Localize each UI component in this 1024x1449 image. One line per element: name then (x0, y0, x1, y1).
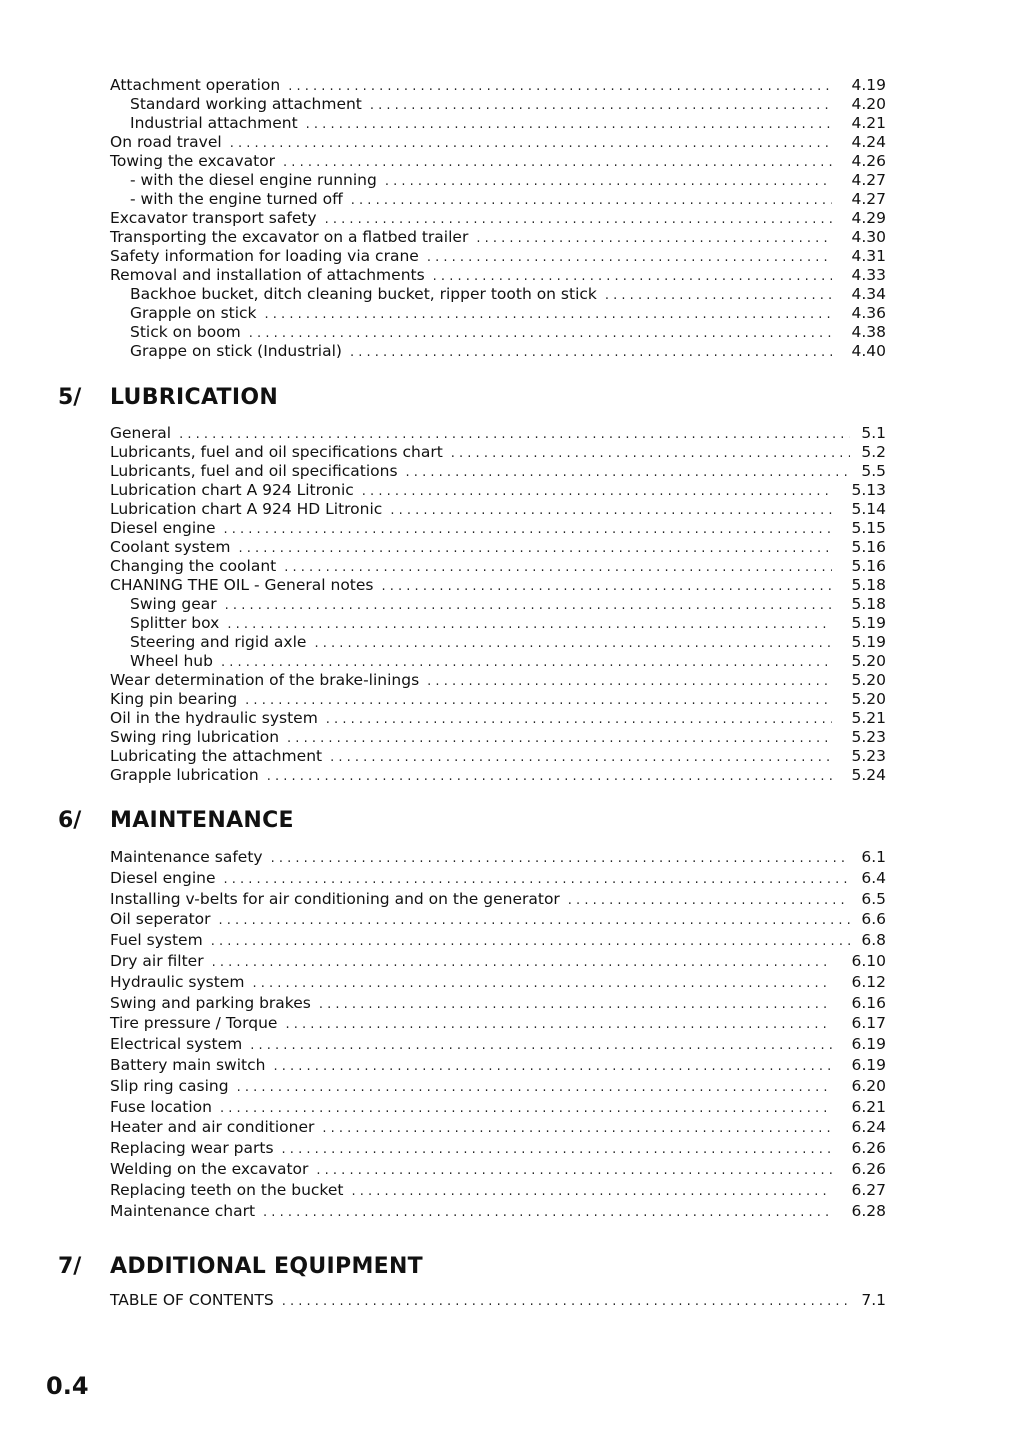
toc-entry-title: Slip ring casing (110, 1076, 229, 1095)
toc-entry-title: King pin bearing (110, 690, 238, 708)
toc-entry-title: Diesel engine (110, 519, 216, 537)
dot-leader (212, 953, 832, 972)
toc-entry-page: 6.17 (851, 1014, 886, 1033)
toc-entry-title: Standard working attachment (130, 95, 362, 113)
dot-leader (265, 305, 832, 324)
toc-entry[interactable] (110, 209, 886, 228)
toc-entry-title: Maintenance safety (110, 848, 263, 866)
toc-entry[interactable] (130, 95, 886, 114)
dot-leader (451, 444, 850, 463)
dot-leader (220, 1099, 832, 1118)
toc-entry[interactable] (110, 709, 886, 728)
toc-entry[interactable] (130, 190, 886, 209)
toc-entry-title: Lubrication chart A 924 HD Litronic (110, 500, 383, 518)
toc-entry-page: 5.18 (851, 576, 886, 594)
toc-entry[interactable] (110, 690, 886, 709)
toc-entry[interactable] (110, 1076, 886, 1097)
toc-entry-page: 5.13 (851, 481, 886, 499)
toc-entry-title: Grapple on stick (130, 304, 257, 322)
toc-entry[interactable] (110, 1201, 886, 1222)
toc-entry-page: 4.31 (851, 247, 886, 265)
dot-leader (568, 891, 850, 910)
dot-leader (330, 748, 832, 767)
toc-entry-title: Wheel hub (130, 652, 213, 670)
toc-entry-page: 6.19 (851, 1035, 886, 1054)
toc-entry[interactable] (130, 595, 886, 614)
toc-entry[interactable] (110, 889, 886, 910)
toc-entry-title: Safety information for loading via crane (110, 247, 419, 265)
toc-entry-title: Battery main switch (110, 1055, 266, 1074)
dot-leader (219, 911, 850, 930)
toc-entry[interactable] (110, 671, 886, 690)
toc-entry[interactable] (110, 951, 886, 972)
toc-entry[interactable] (110, 909, 886, 930)
toc-entry-title: Installing v-belts for air conditioning and on the generator (110, 889, 560, 908)
toc-entry-page: 5.19 (851, 614, 886, 632)
toc-entry-title: TABLE OF CONTENTS (110, 1291, 274, 1309)
dot-leader (370, 96, 832, 115)
dot-leader (237, 1078, 832, 1097)
toc-entry-page: 5.1 (861, 424, 886, 442)
toc-entry-page: 4.36 (851, 304, 886, 322)
toc-entry[interactable] (130, 171, 886, 190)
toc-entry[interactable] (110, 1013, 886, 1034)
toc-entry[interactable] (110, 247, 886, 266)
toc-entry-page: 5.24 (851, 766, 886, 784)
section-number: 7/ (58, 1254, 82, 1279)
toc-entry-page: 6.8 (861, 931, 886, 950)
toc-entry[interactable] (110, 766, 886, 785)
dot-leader (326, 710, 832, 729)
toc-entry[interactable] (130, 614, 886, 633)
toc-entry[interactable] (130, 304, 886, 323)
toc-entry-title: Electrical system (110, 1035, 243, 1054)
dot-leader (385, 172, 832, 191)
toc-entry[interactable] (130, 323, 886, 342)
toc-entry-title: Grapple lubrication (110, 766, 259, 784)
toc-entry-page: 5.20 (851, 690, 886, 708)
toc-entry-title: - with the engine turned off (130, 190, 343, 208)
toc-entry[interactable] (110, 1291, 886, 1310)
toc-entry[interactable] (110, 930, 886, 951)
section-5-heading (0, 385, 1024, 415)
toc-entry-title: Swing and parking brakes (110, 993, 311, 1012)
toc-entry-page: 6.27 (851, 1180, 886, 1199)
dot-leader (267, 767, 832, 786)
dot-leader (322, 1119, 832, 1138)
toc-entry-title: Fuel system (110, 931, 203, 950)
dot-leader (314, 634, 832, 653)
dot-leader (306, 115, 832, 134)
toc-entry-title: Transporting the excavator on a flatbed trailer (110, 228, 469, 246)
toc-section-6-entries (0, 847, 1024, 1221)
toc-entry[interactable] (110, 519, 886, 538)
toc-entry-page: 6.1 (861, 848, 886, 866)
toc-entry-title: CHANING THE OIL - General notes (110, 576, 374, 594)
dot-leader (284, 558, 832, 577)
toc-entry[interactable] (110, 76, 886, 95)
dot-leader (406, 463, 850, 482)
section-title: ADDITIONAL EQUIPMENT (110, 1254, 423, 1279)
toc-entry-title: Lubricants, fuel and oil specifications (110, 462, 398, 480)
dot-leader (211, 932, 850, 951)
toc-entry-page: 6.4 (861, 868, 886, 887)
dot-leader (224, 520, 833, 539)
toc-entry[interactable] (110, 747, 886, 766)
section-number: 5/ (58, 385, 82, 410)
toc-entry-page: 7.1 (861, 1291, 886, 1309)
toc-entry-title: Heater and air conditioner (110, 1118, 315, 1137)
toc-entry-page: 5.15 (851, 519, 886, 537)
toc-section-4-entries (0, 76, 1024, 361)
dot-leader (433, 267, 832, 286)
toc-entry[interactable] (110, 152, 886, 171)
toc-entry-page: 5.23 (851, 728, 886, 746)
toc-entry[interactable] (110, 133, 886, 152)
toc-entry[interactable] (110, 538, 886, 557)
dot-leader (316, 1161, 832, 1180)
dot-leader (427, 672, 832, 691)
toc-entry-title: Swing ring lubrication (110, 728, 280, 746)
toc-entry-page: 6.26 (851, 1139, 886, 1158)
toc-entry-page: 4.33 (851, 266, 886, 284)
toc-entry-page: 5.20 (851, 671, 886, 689)
dot-leader (238, 539, 832, 558)
toc-entry-page: 5.23 (851, 747, 886, 765)
dot-leader (224, 870, 851, 889)
toc-entry-title: Lubrication chart A 924 Litronic (110, 481, 354, 499)
dot-leader (351, 1182, 832, 1201)
toc-entry-page: 5.18 (851, 595, 886, 613)
dot-leader (319, 995, 832, 1014)
toc-entry-page: 4.20 (851, 95, 886, 113)
section-7-heading (0, 1254, 1024, 1284)
toc-entry-page: 4.27 (851, 190, 886, 208)
toc-entry[interactable] (110, 1097, 886, 1118)
toc-entry-title: Lubricating the attachment (110, 747, 323, 765)
toc-entry-title: Backhoe bucket, ditch cleaning bucket, ripper tooth on stick (130, 285, 597, 303)
dot-leader (230, 134, 832, 153)
toc-entry[interactable] (110, 847, 886, 868)
section-title: LUBRICATION (110, 385, 279, 410)
dot-leader (351, 191, 832, 210)
dot-leader (476, 229, 832, 248)
toc-entry[interactable] (130, 114, 886, 133)
toc-entry-page: 5.16 (851, 538, 886, 556)
toc-entry-title: - with the diesel engine running (130, 171, 377, 189)
toc-entry-page: 4.34 (851, 285, 886, 303)
toc-entry-title: Steering and rigid axle (130, 633, 307, 651)
section-number: 6/ (58, 808, 82, 833)
dot-leader (271, 849, 850, 868)
toc-entry-page: 4.21 (851, 114, 886, 132)
dot-leader (427, 248, 832, 267)
toc-entry[interactable] (110, 500, 886, 519)
toc-entry-title: Fuse location (110, 1097, 212, 1116)
section-title: MAINTENANCE (110, 808, 294, 833)
toc-entry-title: General (110, 424, 172, 442)
toc-entry-title: Hydraulic system (110, 972, 245, 991)
toc-entry[interactable] (110, 228, 886, 247)
toc-entry-title: Removal and installation of attachments (110, 266, 425, 284)
toc-entry-title: Attachment operation (110, 76, 281, 94)
toc-entry[interactable] (130, 285, 886, 304)
toc-entry[interactable] (110, 443, 886, 462)
dot-leader (382, 577, 833, 596)
toc-entry-title: Replacing wear parts (110, 1139, 274, 1158)
dot-leader (221, 653, 832, 672)
toc-entry-title: On road travel (110, 133, 222, 151)
dot-leader (263, 1203, 832, 1222)
toc-entry-title: Grappe on stick (Industrial) (130, 342, 342, 360)
toc-entry[interactable] (110, 576, 886, 595)
toc-entry-title: Excavator transport safety (110, 209, 317, 227)
toc-entry-title: Welding on the excavator (110, 1159, 309, 1178)
toc-entry-page: 6.6 (861, 910, 886, 929)
dot-leader (285, 1015, 832, 1034)
section-6-heading (0, 808, 1024, 838)
toc-entry[interactable] (110, 266, 886, 285)
toc-entry-page: 6.26 (851, 1159, 886, 1178)
toc-entry-title: Stick on boom (130, 323, 241, 341)
dot-leader (282, 1292, 850, 1311)
toc-entry-page: 5.19 (851, 633, 886, 651)
toc-entry[interactable] (110, 557, 886, 576)
toc-entry-page: 4.29 (851, 209, 886, 227)
dot-leader (390, 501, 832, 520)
dot-leader (245, 691, 832, 710)
toc-entry-page: 5.2 (861, 443, 886, 461)
toc-entry[interactable] (110, 868, 886, 889)
page-number: 0.4 (46, 1372, 89, 1400)
toc-entry-title: Tire pressure / Torque (110, 1014, 278, 1033)
toc-entry-page: 4.24 (851, 133, 886, 151)
toc-entry[interactable] (110, 481, 886, 500)
toc-entry-page: 5.16 (851, 557, 886, 575)
dot-leader (179, 425, 850, 444)
dot-leader (225, 596, 832, 615)
toc-entry[interactable] (130, 342, 886, 361)
toc-entry[interactable] (110, 1138, 886, 1159)
toc-entry-page: 6.10 (851, 951, 886, 970)
toc-entry-title: Splitter box (130, 614, 220, 632)
toc-entry-page: 5.5 (861, 462, 886, 480)
dot-leader (250, 1036, 832, 1055)
dot-leader (227, 615, 832, 634)
toc-entry-title: Oil seperator (110, 910, 211, 929)
toc-entry-title: Dry air filter (110, 951, 204, 970)
dot-leader (252, 974, 832, 993)
toc-entry-title: Changing the coolant (110, 557, 277, 575)
toc-entry-page: 4.19 (851, 76, 886, 94)
toc-entry-page: 4.38 (851, 323, 886, 341)
dot-leader (288, 77, 832, 96)
toc-entry-page: 6.21 (851, 1097, 886, 1116)
dot-leader (605, 286, 832, 305)
dot-leader (249, 324, 832, 343)
toc-section-7-entries (0, 1291, 1024, 1310)
toc-entry-title: Diesel engine (110, 868, 216, 887)
toc-entry-title: Industrial attachment (130, 114, 298, 132)
toc-entry-page: 6.5 (861, 889, 886, 908)
toc-entry-page: 5.14 (851, 500, 886, 518)
toc-entry[interactable] (130, 633, 886, 652)
toc-entry-page: 6.12 (851, 972, 886, 991)
toc-entry-title: Maintenance chart (110, 1201, 256, 1220)
dot-leader (325, 210, 832, 229)
toc-entry-page: 4.40 (851, 342, 886, 360)
toc-entry[interactable] (110, 1034, 886, 1055)
dot-leader (350, 343, 832, 362)
dot-leader (362, 482, 832, 501)
toc-entry-page: 4.27 (851, 171, 886, 189)
toc-section-5-entries (0, 424, 1024, 785)
dot-leader (273, 1057, 832, 1076)
toc-entry-page: 6.28 (851, 1201, 886, 1220)
toc-entry-title: Wear determination of the brake-linings (110, 671, 420, 689)
toc-entry[interactable] (110, 972, 886, 993)
dot-leader (287, 729, 832, 748)
toc-entry-page: 5.21 (851, 709, 886, 727)
toc-entry[interactable] (110, 1159, 886, 1180)
toc-entry[interactable] (110, 1180, 886, 1201)
toc-entry-title: Lubricants, fuel and oil specifications chart (110, 443, 443, 461)
toc-entry-page: 5.20 (851, 652, 886, 670)
toc-entry[interactable] (110, 1055, 886, 1076)
toc-entry[interactable] (110, 1117, 886, 1138)
toc-entry-title: Swing gear (130, 595, 217, 613)
toc-entry[interactable] (110, 993, 886, 1014)
toc-entry[interactable] (110, 728, 886, 747)
toc-entry-page: 6.20 (851, 1076, 886, 1095)
toc-entry-page: 4.30 (851, 228, 886, 246)
toc-entry-title: Oil in the hydraulic system (110, 709, 318, 727)
dot-leader (282, 1140, 832, 1159)
toc-entry-title: Towing the excavator (110, 152, 276, 170)
toc-entry-page: 6.16 (851, 993, 886, 1012)
toc-entry-title: Coolant system (110, 538, 231, 556)
toc-entry-title: Replacing teeth on the bucket (110, 1180, 344, 1199)
toc-entry[interactable] (110, 424, 886, 443)
toc-entry-page: 6.19 (851, 1055, 886, 1074)
dot-leader (283, 153, 832, 172)
toc-entry-page: 6.24 (851, 1118, 886, 1137)
toc-entry[interactable] (130, 652, 886, 671)
toc-entry-page: 4.26 (851, 152, 886, 170)
toc-entry[interactable] (110, 462, 886, 481)
